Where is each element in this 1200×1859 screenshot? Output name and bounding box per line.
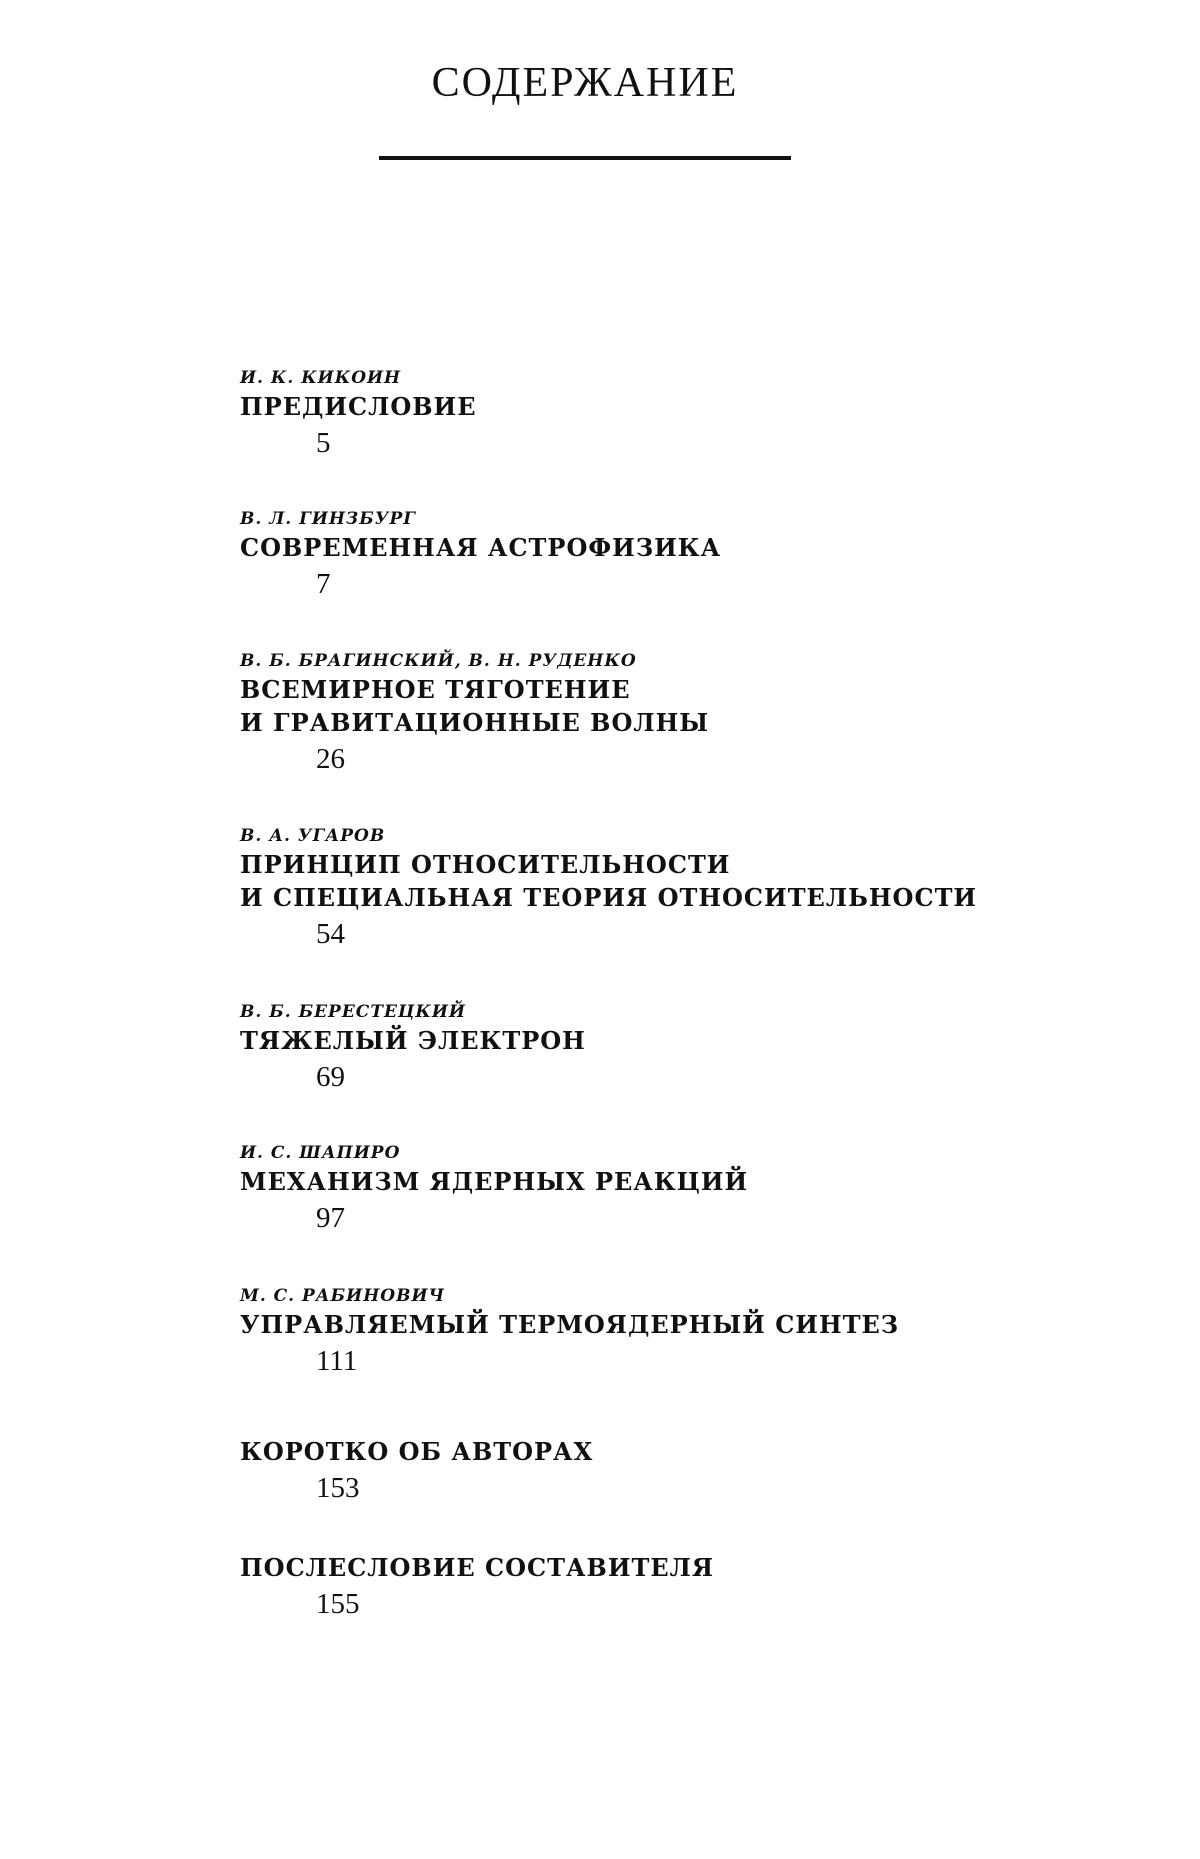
toc-entry-title[interactable]: СОВРЕМЕННАЯ АСТРОФИЗИКА bbox=[240, 533, 722, 562]
toc-entry-title[interactable]: ПРЕДИСЛОВИЕ bbox=[240, 392, 477, 421]
toc-entry[interactable] bbox=[240, 651, 1140, 779]
page-title: СОДЕРЖАНИЕ bbox=[431, 60, 739, 106]
toc-entry-page: 69 bbox=[316, 1061, 345, 1093]
toc-entry-author: В. Б. БРАГИНСКИЙ, В. Н. РУДЕНКО bbox=[240, 651, 637, 671]
toc-entry[interactable] bbox=[240, 826, 1140, 954]
toc-entry-page: 97 bbox=[316, 1202, 345, 1234]
toc-entry-author: В. А. УГАРОВ bbox=[240, 826, 386, 846]
toc-entry[interactable] bbox=[240, 1002, 1140, 1097]
toc-entry-author: М. С. РАБИНОВИЧ bbox=[240, 1286, 446, 1306]
toc-entry-title[interactable]: КОРОТКО ОБ АВТОРАХ bbox=[240, 1437, 594, 1466]
toc-entry-page: 153 bbox=[316, 1472, 360, 1504]
toc-entry-title[interactable]: И СПЕЦИАЛЬНАЯ ТЕОРИЯ ОТНОСИТЕЛЬНОСТИ bbox=[240, 883, 978, 912]
toc-entry-author: И. С. ШАПИРО bbox=[240, 1143, 401, 1163]
toc-entry-page: 54 bbox=[316, 918, 345, 950]
title-divider bbox=[379, 156, 791, 160]
toc-entry-title[interactable]: ТЯЖЕЛЫЙ ЭЛЕКТРОН bbox=[240, 1026, 586, 1055]
toc-entry-author: В. Б. БЕРЕСТЕЦКИЙ bbox=[240, 1002, 466, 1022]
toc-entry-author: В. Л. ГИНЗБУРГ bbox=[240, 509, 417, 529]
toc-entry[interactable] bbox=[240, 1435, 1140, 1508]
toc-entry-author: И. К. КИКОИН bbox=[240, 368, 402, 388]
toc-entry-title[interactable]: ПРИНЦИП ОТНОСИТЕЛЬНОСТИ bbox=[240, 850, 731, 879]
toc-entry-page: 26 bbox=[316, 743, 345, 775]
toc-entry-title[interactable]: МЕХАНИЗМ ЯДЕРНЫХ РЕАКЦИЙ bbox=[240, 1167, 749, 1196]
toc-entry[interactable] bbox=[240, 1286, 1140, 1381]
toc-entry[interactable] bbox=[240, 368, 1140, 463]
toc-entry-page: 111 bbox=[316, 1345, 358, 1377]
toc-entry-title[interactable]: ПОСЛЕСЛОВИЕ СОСТАВИТЕЛЯ bbox=[240, 1553, 715, 1582]
toc-entry-title[interactable]: УПРАВЛЯЕМЫЙ ТЕРМОЯДЕРНЫЙ СИНТЕЗ bbox=[240, 1310, 900, 1339]
toc-entry-title[interactable]: И ГРАВИТАЦИОННЫЕ ВОЛНЫ bbox=[240, 708, 710, 737]
toc-entry-title[interactable]: ВСЕМИРНОЕ ТЯГОТЕНИЕ bbox=[240, 675, 631, 704]
toc-entry-page: 5 bbox=[316, 427, 331, 459]
toc-entry[interactable] bbox=[240, 1551, 1140, 1624]
toc-entry[interactable] bbox=[240, 509, 1140, 604]
toc-entry-page: 155 bbox=[316, 1588, 360, 1620]
toc-entry-page: 7 bbox=[316, 568, 331, 600]
toc-entry[interactable] bbox=[240, 1143, 1140, 1238]
